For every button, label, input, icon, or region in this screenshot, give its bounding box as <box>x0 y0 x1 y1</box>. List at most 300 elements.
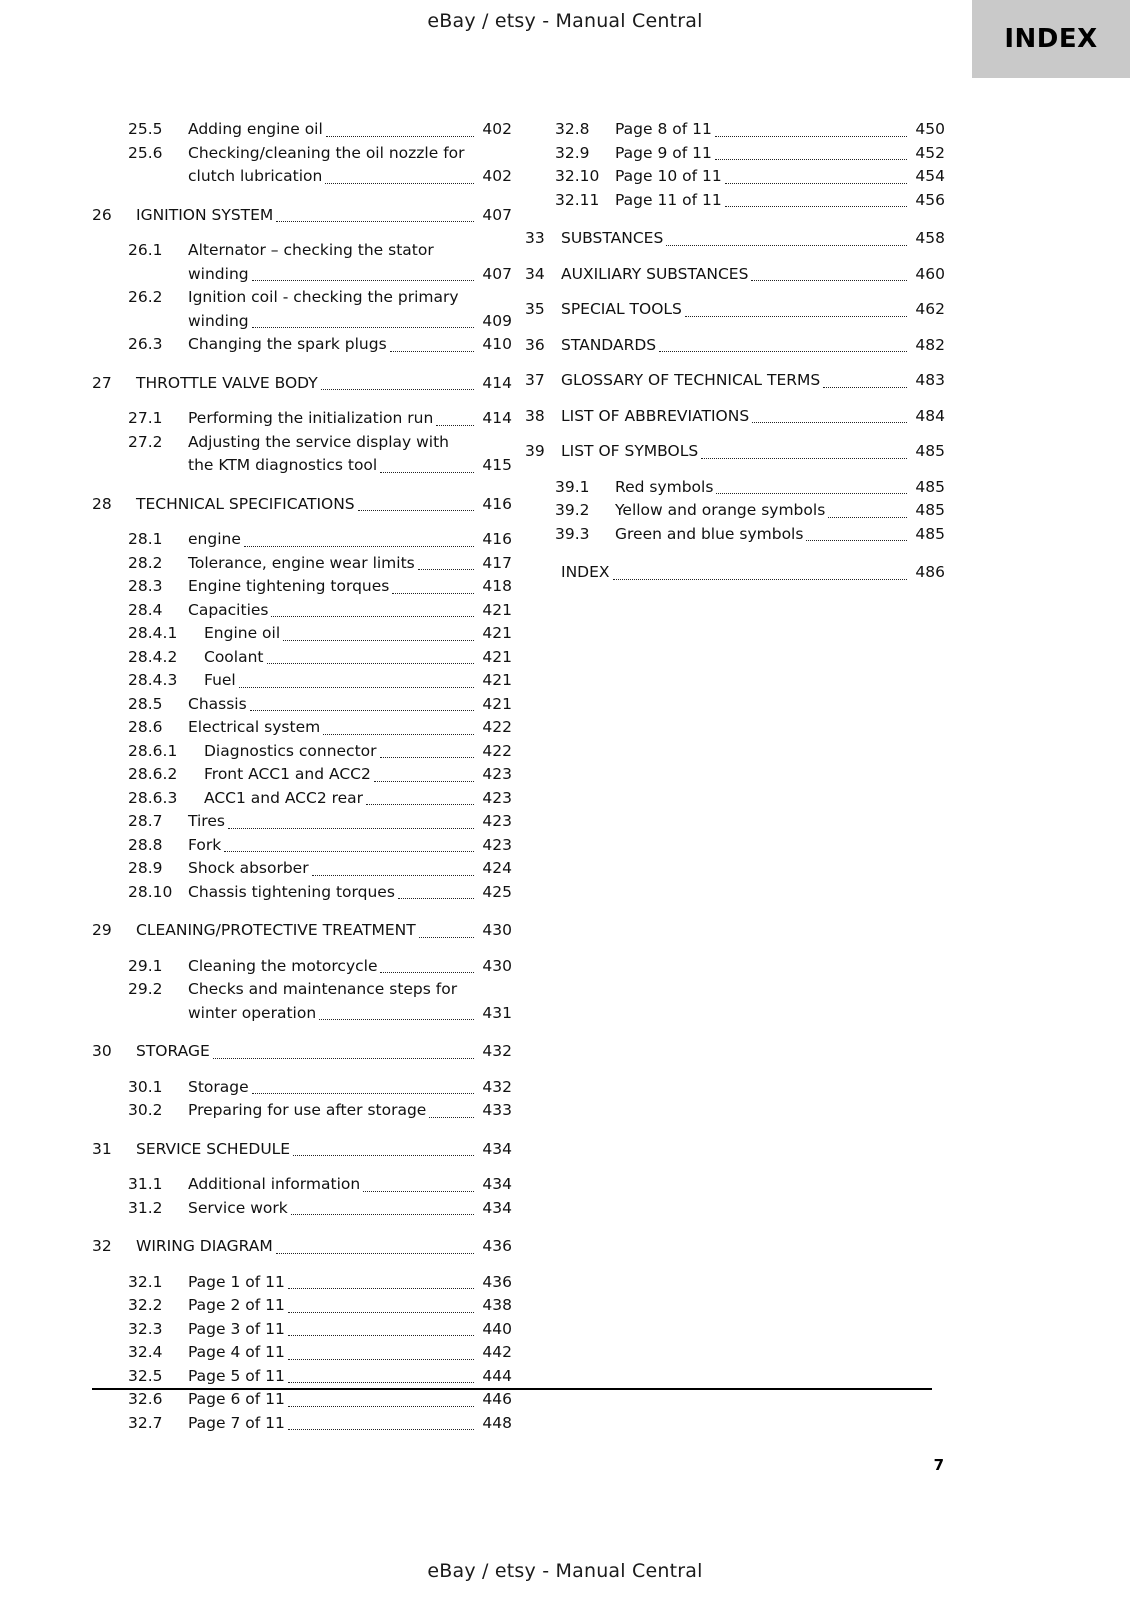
toc-entry-page: 422 <box>482 718 512 736</box>
toc-entry-page: 430 <box>482 921 512 939</box>
toc-entry-title: Page 2 of 11 <box>188 1296 285 1314</box>
toc-entry[interactable] <box>92 1412 512 1436</box>
toc-entry[interactable] <box>92 263 512 287</box>
toc-entry-page: 434 <box>482 1175 512 1193</box>
toc-entry-title: Engine oil <box>204 624 281 642</box>
toc-entry-title: Checks and maintenance steps for <box>188 980 458 998</box>
toc-leader-dots <box>288 1358 474 1360</box>
toc-entry[interactable] <box>92 575 512 599</box>
toc-entry-number: 28.10 <box>128 882 173 901</box>
toc-leader-dots <box>288 1381 474 1383</box>
toc-leader-dots <box>267 662 475 664</box>
toc-entry[interactable] <box>525 165 945 189</box>
toc-entry-page: 450 <box>915 120 945 138</box>
toc-entry-number: 28.6.2 <box>128 765 178 783</box>
toc-entry-number: 27.1 <box>128 409 163 427</box>
toc-entry[interactable] <box>525 118 945 142</box>
toc-leader-dots <box>239 686 474 688</box>
toc-entry-title: Shock absorber <box>188 859 309 877</box>
toc-entry[interactable] <box>92 118 512 142</box>
toc-entry-page: 485 <box>915 442 945 460</box>
toc-entry-title: SUBSTANCES <box>561 229 664 247</box>
toc-entry-title: Changing the spark plugs <box>188 335 387 353</box>
toc-entry-page: 423 <box>482 788 512 807</box>
toc-entry-number: 28.1 <box>128 530 163 548</box>
toc-entry-number: 26.2 <box>128 288 163 306</box>
watermark-top: eBay / etsy - Manual Central <box>427 10 703 32</box>
toc-entry[interactable] <box>92 1076 512 1100</box>
toc-entry-page: 444 <box>482 1366 512 1385</box>
toc-entry[interactable] <box>525 369 945 393</box>
toc-leader-dots <box>380 471 474 473</box>
toc-entry-number: 27 <box>92 373 112 392</box>
toc-entry-page: 424 <box>482 859 512 877</box>
toc-leader-dots <box>437 257 474 258</box>
toc-entry-number: 39.2 <box>555 501 590 519</box>
toc-entry-title: Page 11 of 11 <box>615 190 722 209</box>
toc-entry[interactable] <box>92 239 512 263</box>
toc-entry-page: 407 <box>482 264 512 283</box>
toc-entry-number: 31 <box>92 1139 112 1158</box>
toc-entry-page: 452 <box>915 143 945 162</box>
toc-leader-dots <box>715 158 907 160</box>
toc-leader-dots <box>828 516 907 518</box>
toc-entry-title: Service work <box>188 1198 288 1217</box>
watermark-bottom: eBay / etsy - Manual Central <box>427 1560 703 1582</box>
toc-leader-dots <box>326 135 474 137</box>
toc-entry-page: 421 <box>482 694 512 713</box>
toc-entry-page: 430 <box>482 956 512 975</box>
toc-leader-dots <box>323 733 474 735</box>
toc-column-right <box>525 118 945 585</box>
toc-leader-dots <box>288 1405 474 1407</box>
toc-entry[interactable] <box>92 740 512 764</box>
toc-entry-title: Page 8 of 11 <box>615 120 712 138</box>
toc-entry-number: 25.5 <box>128 120 163 138</box>
toc-entry-title: STORAGE <box>136 1042 210 1060</box>
toc-entry-number: 30 <box>92 1042 112 1060</box>
toc-entry-page: 402 <box>482 167 512 185</box>
toc-entry-title: Front ACC1 and ACC2 <box>204 765 371 783</box>
toc-entry[interactable] <box>525 405 945 429</box>
toc-entry[interactable] <box>525 499 945 523</box>
toc-entry-number: 32.6 <box>128 1390 163 1408</box>
toc-entry[interactable] <box>525 523 945 547</box>
toc-entry-title: Fuel <box>204 671 236 689</box>
toc-entry-title: Page 1 of 11 <box>188 1272 285 1291</box>
toc-entry[interactable] <box>92 955 512 979</box>
toc-entry-title: Yellow and orange symbols <box>615 501 826 519</box>
toc-entry-number: 26.1 <box>128 241 163 259</box>
toc-entry[interactable] <box>92 493 512 517</box>
toc-entry-page: 442 <box>482 1343 512 1361</box>
toc-entry-title: Checking/cleaning the oil nozzle for <box>188 143 465 162</box>
toc-entry-number: 32 <box>92 1237 112 1255</box>
toc-leader-dots <box>659 350 907 352</box>
toc-entry[interactable] <box>525 263 945 287</box>
toc-entry-number: 28.4 <box>128 600 163 619</box>
toc-entry-title: Chassis <box>188 694 247 713</box>
toc-entry[interactable] <box>92 978 512 1002</box>
toc-leader-dots <box>276 220 474 222</box>
toc-entry-page: 484 <box>915 406 945 425</box>
toc-entry-page: 432 <box>482 1042 512 1060</box>
toc-entry-number: 32.4 <box>128 1343 163 1361</box>
toc-entry[interactable] <box>92 1271 512 1295</box>
toc-entry[interactable] <box>92 552 512 576</box>
toc-leader-dots <box>325 182 474 184</box>
toc-entry-title: winding <box>188 264 249 283</box>
toc-entry-title: Diagnostics connector <box>204 741 377 760</box>
toc-entry[interactable] <box>525 298 945 322</box>
toc-entry-title: Ignition coil - checking the primary <box>188 288 459 306</box>
toc-leader-dots <box>715 135 907 137</box>
toc-entry-page: 486 <box>915 563 945 581</box>
toc-entry-title: ACC1 and ACC2 rear <box>204 788 364 807</box>
toc-leader-dots <box>380 756 474 758</box>
toc-entry-page: 485 <box>915 477 945 496</box>
toc-entry[interactable] <box>92 165 512 189</box>
page-number: 7 <box>933 1456 944 1474</box>
toc-leader-dots <box>228 827 474 829</box>
toc-leader-dots <box>276 1252 474 1254</box>
toc-entry-number: 25.6 <box>128 143 163 162</box>
toc-entry-title: IGNITION SYSTEM <box>136 205 274 224</box>
toc-entry-page: 456 <box>915 190 945 209</box>
toc-entry[interactable] <box>92 1341 512 1365</box>
toc-entry-page: 409 <box>482 311 512 330</box>
toc-entry[interactable] <box>92 599 512 623</box>
toc-leader-dots <box>366 803 474 805</box>
toc-entry[interactable] <box>92 787 512 811</box>
toc-leader-dots <box>380 971 474 973</box>
toc-entry-page: 422 <box>482 741 512 760</box>
toc-entry-title: Page 7 of 11 <box>188 1413 285 1432</box>
toc-entry-number: 32.7 <box>128 1413 163 1432</box>
toc-entry[interactable] <box>92 454 512 478</box>
toc-entry-page: 436 <box>482 1237 512 1255</box>
toc-leader-dots <box>224 850 474 852</box>
toc-entry-title: Engine tightening torques <box>188 577 390 595</box>
toc-entry[interactable] <box>92 1365 512 1389</box>
toc-entry-page: 454 <box>915 167 945 185</box>
toc-leader-dots <box>213 1057 474 1059</box>
toc-entry-page: 407 <box>482 205 512 224</box>
toc-entry-page: 448 <box>482 1413 512 1432</box>
toc-entry-title: engine <box>188 530 241 548</box>
toc-entry[interactable] <box>92 310 512 334</box>
toc-entry-page: 458 <box>915 229 945 247</box>
toc-entry-title: STANDARDS <box>561 335 657 354</box>
toc-entry[interactable] <box>92 407 512 431</box>
toc-entry[interactable] <box>92 431 512 455</box>
toc-entry-number: 27.2 <box>128 432 163 451</box>
toc-entry-title: Chassis tightening torques <box>188 882 395 901</box>
toc-entry[interactable] <box>92 1294 512 1318</box>
toc-entry[interactable] <box>92 1040 512 1064</box>
toc-leader-dots <box>436 424 474 426</box>
toc-leader-dots <box>252 279 474 281</box>
toc-entry-number: 38 <box>525 406 545 425</box>
toc-entry-page: 416 <box>482 494 512 513</box>
toc-leader-dots <box>666 244 907 246</box>
toc-entry-number: 32.10 <box>555 167 600 185</box>
toc-leader-dots <box>418 568 474 570</box>
toc-entry-page: 423 <box>482 812 512 830</box>
toc-entry-number: 28.4.2 <box>128 647 178 666</box>
footer-divider <box>92 1388 932 1390</box>
toc-entry-number: 33 <box>525 229 545 247</box>
toc-leader-dots <box>752 421 907 423</box>
toc-leader-dots <box>321 388 474 390</box>
toc-leader-dots <box>293 1154 474 1156</box>
toc-entry[interactable] <box>92 204 512 228</box>
toc-entry-number: 28.8 <box>128 835 163 854</box>
toc-leader-dots <box>250 709 474 711</box>
toc-entry[interactable] <box>92 1099 512 1123</box>
toc-entry-title: Cleaning the motorcycle <box>188 956 378 975</box>
toc-leader-dots <box>429 1116 474 1118</box>
toc-leader-dots <box>398 897 474 899</box>
toc-leader-dots <box>460 996 474 997</box>
toc-entry-number: 32.2 <box>128 1296 163 1314</box>
toc-entry-title: Page 5 of 11 <box>188 1366 285 1385</box>
toc-entry-number: 28.2 <box>128 553 163 572</box>
toc-entry-number: 29 <box>92 921 112 939</box>
toc-entry-page: 421 <box>482 600 512 619</box>
toc-leader-dots <box>244 545 474 547</box>
toc-leader-dots <box>725 205 907 207</box>
toc-leader-dots <box>390 350 474 352</box>
toc-entry[interactable] <box>92 1388 512 1412</box>
toc-entry-title: Electrical system <box>188 718 321 736</box>
toc-entry[interactable] <box>92 372 512 396</box>
toc-entry-title: the KTM diagnostics tool <box>188 456 378 474</box>
toc-leader-dots <box>392 592 474 594</box>
toc-entry-number: 32.11 <box>555 190 600 209</box>
toc-entry-page: 421 <box>482 647 512 666</box>
toc-entry-page: 416 <box>482 530 512 548</box>
toc-entry-number: 32.1 <box>128 1272 163 1291</box>
toc-entry-page: 414 <box>482 373 512 392</box>
toc-entry-title: Page 4 of 11 <box>188 1343 285 1361</box>
index-tab-label: INDEX <box>1004 24 1098 54</box>
toc-entry[interactable] <box>92 333 512 357</box>
toc-entry-page: 460 <box>915 264 945 283</box>
toc-entry[interactable] <box>92 142 512 166</box>
toc-entry-page: 434 <box>482 1198 512 1217</box>
toc-leader-dots <box>312 874 474 876</box>
toc-entry[interactable] <box>92 1235 512 1259</box>
toc-leader-dots <box>701 457 907 459</box>
toc-entry-page: 423 <box>482 765 512 783</box>
toc-entry-page: 415 <box>482 456 512 474</box>
toc-entry-title: Capacities <box>188 600 269 619</box>
toc-entry-number: 39 <box>525 442 545 460</box>
toc-entry-number: 28.6.3 <box>128 788 178 807</box>
toc-entry-number: 30.2 <box>128 1101 163 1119</box>
toc-entry-title: LIST OF ABBREVIATIONS <box>561 406 750 425</box>
toc-entry-number: 31.2 <box>128 1198 163 1217</box>
toc-entry-number: 35 <box>525 300 545 318</box>
toc-entry-title: Page 3 of 11 <box>188 1319 285 1338</box>
toc-entry-number: 28.7 <box>128 812 163 830</box>
toc-entry[interactable] <box>92 1318 512 1342</box>
toc-entry[interactable] <box>525 142 945 166</box>
toc-entry[interactable] <box>92 1173 512 1197</box>
toc-entry-title: Green and blue symbols <box>615 524 804 543</box>
toc-entry-title: TECHNICAL SPECIFICATIONS <box>136 494 355 513</box>
toc-columns <box>0 118 1130 1432</box>
toc-entry-number: 29.2 <box>128 980 163 998</box>
toc-entry-page: 485 <box>915 524 945 543</box>
toc-entry-page: 414 <box>482 409 512 427</box>
toc-entry-title: INDEX <box>561 563 610 581</box>
toc-entry-page: 482 <box>915 335 945 354</box>
toc-entry[interactable] <box>92 669 512 693</box>
toc-entry[interactable] <box>525 334 945 358</box>
toc-entry-title: AUXILIARY SUBSTANCES <box>561 264 749 283</box>
toc-leader-dots <box>271 615 474 617</box>
toc-entry-title: CLEANING/PROTECTIVE TREATMENT <box>136 921 416 939</box>
toc-entry[interactable] <box>92 1138 512 1162</box>
toc-leader-dots <box>452 448 474 449</box>
toc-entry-number: 39.3 <box>555 524 590 543</box>
toc-entry[interactable] <box>92 716 512 740</box>
toc-leader-dots <box>252 1092 474 1094</box>
toc-entry[interactable] <box>525 440 945 464</box>
toc-entry-number: 32.3 <box>128 1319 163 1338</box>
toc-entry-title: SPECIAL TOOLS <box>561 300 682 318</box>
toc-entry-number: 36 <box>525 335 545 354</box>
toc-entry-title: Performing the initialization run <box>188 409 434 427</box>
toc-entry-number: 37 <box>525 371 545 389</box>
toc-entry-title: Tires <box>188 812 225 830</box>
toc-leader-dots <box>283 639 474 641</box>
toc-entry-page: 402 <box>482 120 512 138</box>
toc-entry-number: 28.6 <box>128 718 163 736</box>
toc-entry-number: 32.5 <box>128 1366 163 1385</box>
toc-entry-number: 39.1 <box>555 477 590 496</box>
toc-entry[interactable] <box>92 622 512 646</box>
toc-entry-number: 34 <box>525 264 545 283</box>
toc-entry-page: 410 <box>482 335 512 353</box>
toc-entry-number: 28.5 <box>128 694 163 713</box>
index-tab <box>972 0 1130 78</box>
toc-entry-title: winding <box>188 311 249 330</box>
toc-entry-page: 433 <box>482 1101 512 1119</box>
toc-entry-title: Coolant <box>204 647 264 666</box>
toc-entry[interactable] <box>92 881 512 905</box>
toc-entry[interactable] <box>92 919 512 943</box>
toc-entry-title: Alternator – checking the stator <box>188 241 434 259</box>
toc-entry-title: Adding engine oil <box>188 120 323 138</box>
toc-entry[interactable] <box>92 1002 512 1026</box>
toc-entry-page: 421 <box>482 671 512 689</box>
toc-entry-number: 26.3 <box>128 335 163 353</box>
toc-entry[interactable] <box>92 857 512 881</box>
toc-entry-page: 483 <box>915 371 945 389</box>
toc-entry[interactable] <box>92 1197 512 1221</box>
toc-entry-page: 434 <box>482 1139 512 1158</box>
toc-leader-dots <box>806 539 907 541</box>
toc-entry-page: 418 <box>482 577 512 595</box>
toc-leader-dots <box>291 1213 474 1215</box>
toc-entry-title: WIRING DIAGRAM <box>136 1237 273 1255</box>
toc-entry-number: 28.6.1 <box>128 741 178 760</box>
toc-entry-page: 425 <box>482 882 512 901</box>
toc-entry-page: 446 <box>482 1390 512 1408</box>
toc-leader-dots <box>462 304 474 305</box>
toc-leader-dots <box>288 1287 474 1289</box>
toc-leader-dots <box>288 1334 474 1336</box>
toc-entry[interactable] <box>92 693 512 717</box>
toc-leader-dots <box>319 1018 474 1020</box>
toc-entry[interactable] <box>92 286 512 310</box>
toc-entry-title: Preparing for use after storage <box>188 1101 427 1119</box>
toc-entry-number: 28.9 <box>128 859 163 877</box>
toc-leader-dots <box>252 326 474 328</box>
toc-leader-dots <box>716 492 907 494</box>
toc-entry[interactable] <box>92 528 512 552</box>
toc-entry-page: 438 <box>482 1296 512 1314</box>
toc-leader-dots <box>613 578 907 580</box>
toc-entry[interactable] <box>525 189 945 213</box>
toc-entry-title: Page 9 of 11 <box>615 143 712 162</box>
toc-entry-number: 28.4.1 <box>128 624 178 642</box>
toc-entry[interactable] <box>92 763 512 787</box>
toc-entry-number: 28.3 <box>128 577 163 595</box>
toc-entry-title: Adjusting the service display with <box>188 432 450 451</box>
toc-leader-dots <box>751 279 907 281</box>
toc-entry-title: Additional information <box>188 1175 361 1193</box>
toc-entry-title: Tolerance, engine wear limits <box>188 553 415 572</box>
toc-entry-title: clutch lubrication <box>188 167 323 185</box>
toc-entry[interactable] <box>525 227 945 251</box>
toc-entry-page: 423 <box>482 835 512 854</box>
toc-leader-dots <box>288 1311 474 1313</box>
toc-leader-dots <box>725 182 907 184</box>
toc-entry-number: 30.1 <box>128 1077 163 1096</box>
toc-entry-title: Page 10 of 11 <box>615 167 722 185</box>
toc-entry-title: Page 6 of 11 <box>188 1390 285 1408</box>
toc-entry-title: Storage <box>188 1077 249 1096</box>
toc-entry[interactable] <box>92 834 512 858</box>
toc-entry[interactable] <box>92 810 512 834</box>
toc-entry[interactable] <box>525 561 945 585</box>
toc-entry-number: 32.9 <box>555 143 590 162</box>
toc-leader-dots <box>823 386 907 388</box>
toc-leader-dots <box>419 936 474 938</box>
toc-entry-page: 417 <box>482 553 512 572</box>
toc-entry-page: 421 <box>482 624 512 642</box>
toc-column-left <box>92 118 512 1435</box>
toc-entry[interactable] <box>92 646 512 670</box>
toc-entry-page: 436 <box>482 1272 512 1291</box>
toc-entry-number: 31.1 <box>128 1175 163 1193</box>
toc-entry-page: 432 <box>482 1077 512 1096</box>
toc-leader-dots <box>468 159 474 160</box>
toc-entry[interactable] <box>525 476 945 500</box>
toc-leader-dots <box>288 1428 474 1430</box>
toc-entry-title: Red symbols <box>615 477 714 496</box>
toc-entry-number: 32.8 <box>555 120 590 138</box>
toc-leader-dots <box>358 509 474 511</box>
toc-entry-number: 28.4.3 <box>128 671 178 689</box>
toc-entry-page: 431 <box>482 1003 512 1022</box>
toc-leader-dots <box>363 1190 474 1192</box>
toc-entry-number: 28 <box>92 494 112 513</box>
